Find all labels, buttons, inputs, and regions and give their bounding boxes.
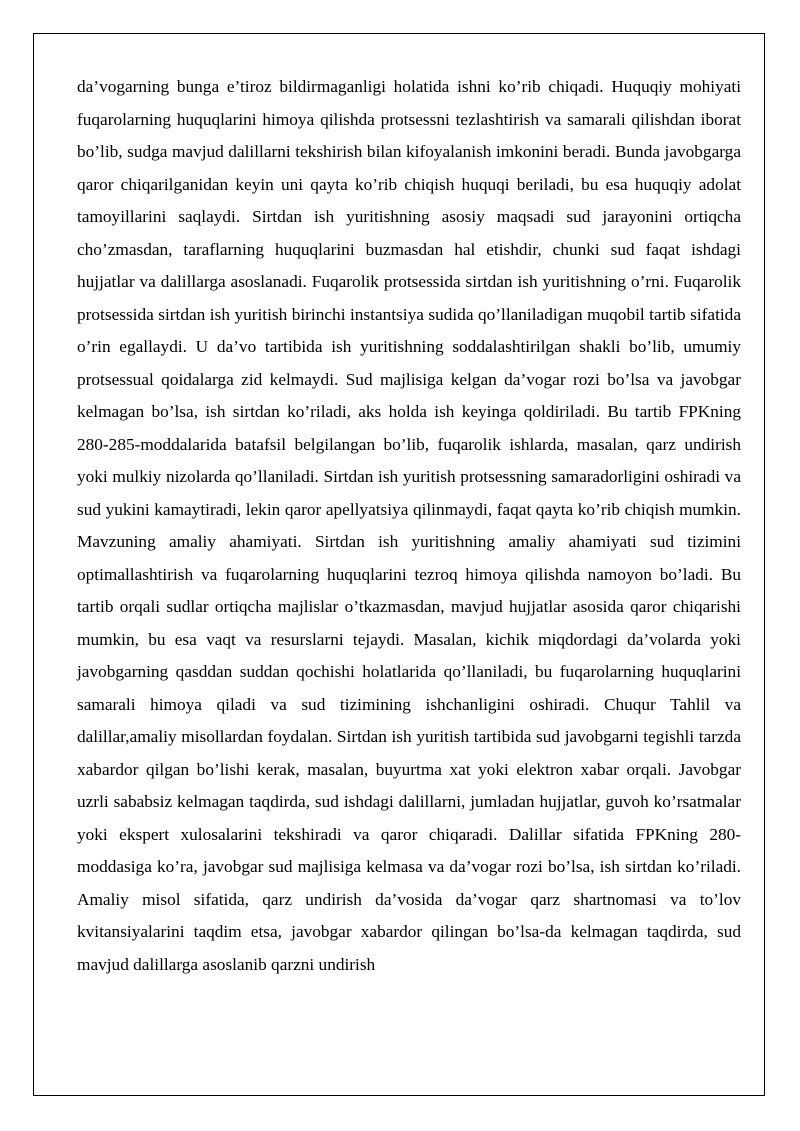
- body-paragraph: da’vogarning bunga e’tiroz bildirmaganligi holatida ishni ko’rib chiqadi. Huquqiy mohiyati fuqarolarning huquqlarini himoya qilishda protsessni tezlashtirish va samarali qilishdan iborat bo’lib, sudga mavjud dalillarni tekshirish bilan kifoyalanish imkonini beradi. Bunda javobgarga qaror chiqarilganidan keyin uni qayta ko’rib chiqish huquqi beriladi, bu esa huquqiy adolat tamoyillarini saqlaydi. Sirtdan ish yuritishning asosiy maqsadi sud jarayonini ortiqcha cho’zmasdan, taraflarning huquqlarini buzmasdan hal etishdir, chunki sud faqat ishdagi hujjatlar va dalillarga asoslanadi. Fuqarolik protsessida sirtdan ish yuritishning o’rni. Fuqarolik protsessida sirtdan ish yuritish birinchi instantsiya sudida qo’llaniladigan muqobil tartib sifatida o’rin egallaydi. U da’vo tartibida ish yuritishning soddalashtirilgan shakli bo’lib, umumiy protsessual qoidalarga zid kelmaydi. Sud majlisiga kelgan da’vogar rozi bo’lsa va javobgar kelmagan bo’lsa, ish sirtdan ko’riladi, aks holda ish keyinga qoldiriladi. Bu tartib FPKning 280-285-moddalarida batafsil belgilangan bo’lib, fuqarolik ishlarda, masalan, qarz undirish yoki mulkiy nizolarda qo’llaniladi. Sirtdan ish yuritish protsessning samaradorligini oshiradi va sud yukini kamaytiradi, lekin qaror apellyatsiya qilinmaydi, faqat qayta ko’rib chiqish mumkin. Mavzuning amaliy ahamiyati. Sirtdan ish yuritishning amaliy ahamiyati sud tizimini optimallashtirish va fuqarolarning huquqlarini tezroq himoya qilishda namoyon bo’ladi. Bu tartib orqali sudlar ortiqcha majlislar o’tkazmasdan, mavjud hujjatlar asosida qaror chiqarishi mumkin, bu esa vaqt va resurslarni tejaydi. Masalan, kichik miqdordagi da’volarda yoki javobgarning qasddan suddan qochishi holatlarida qo’llaniladi, bu fuqarolarning huquqlarini samarali himoya qiladi va sud tizimining ishchanligini oshiradi. Chuqur Tahlil va dalillar,amaliy misollardan foydalan. Sirtdan ish yuritish tartibida sud javobgarni tegishli tarzda xabardor qilgan bo’lishi kerak, masalan, buyurtma xat yoki elektron xabar orqali. Javobgar uzrli sababsiz kelmagan taqdirda, sud ishdagi dalillarni, jumladan hujjatlar, guvoh ko’rsatmalar yoki ekspert xulosalarini tekshiradi va qaror chiqaradi. Dalillar sifatida FPKning 280-moddasiga ko’ra, javobgar sud majlisiga kelmasa va da’vogar rozi bo’lsa, ish sirtdan ko’riladi. Amaliy misol sifatida, qarz undirish da’vosida da’vogar qarz shartnomasi va to’lov kvitansiyalarini taqdim etsa, javobgar xabardor qilingan bo’lsa-da kelmagan taqdirda, sud mavjud dalillarga asoslanib qarzni undirish: [77, 77, 741, 974]
